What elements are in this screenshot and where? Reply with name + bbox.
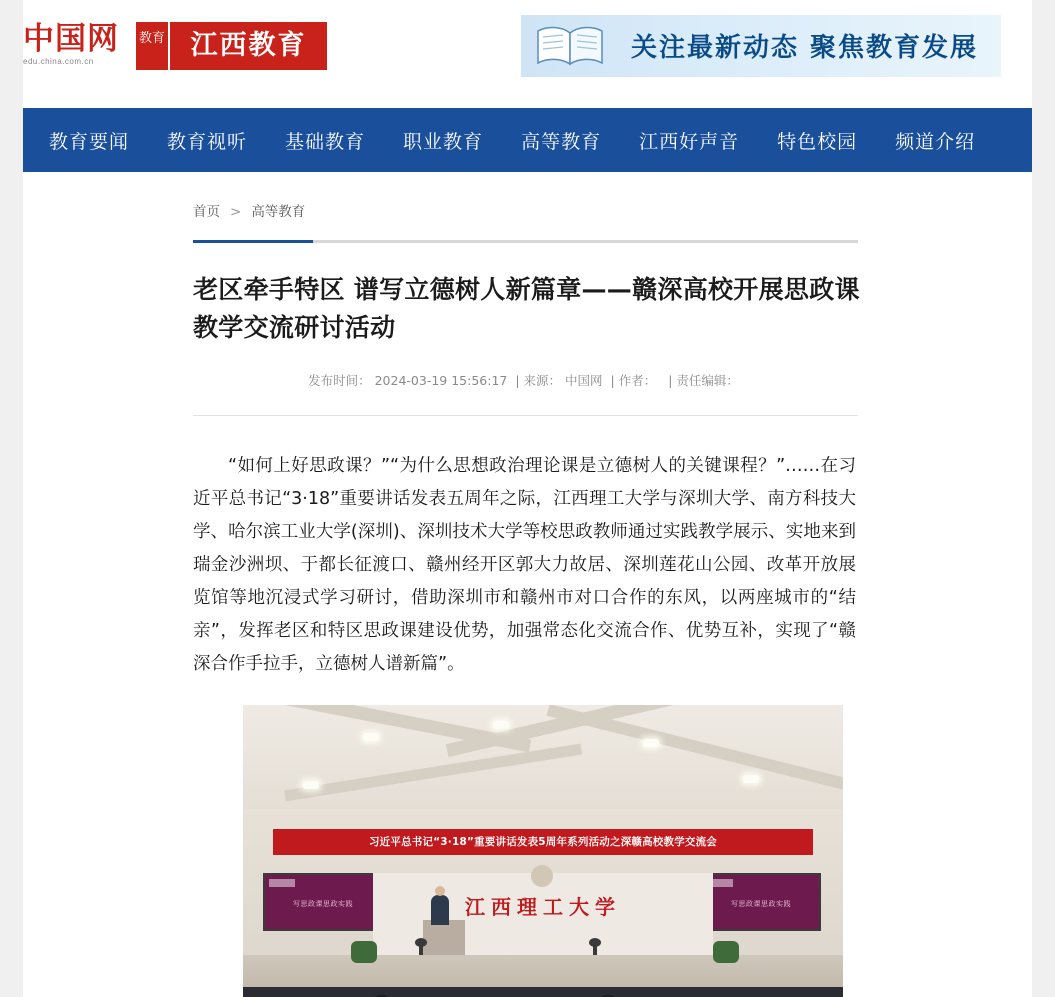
china-net-logo-text: 中国网: [23, 21, 119, 57]
page-sheet: [23, 0, 1032, 997]
photo-right-screen-text: 写思政课思政实践: [731, 901, 791, 908]
photo-stage-banner: 习近平总书记“3·18”重要讲话发表5周年系列活动之深赣高校教学交流会: [273, 829, 813, 855]
photo-ceiling-light: [303, 781, 319, 789]
photo-audience: [243, 987, 843, 997]
site-masthead: [23, 0, 1032, 108]
source-value: 中国网: [565, 373, 603, 388]
article-title: 老区牵手特区 谱写立德树人新篇章——赣深高校开展思政课教学交流研讨活动: [193, 275, 860, 342]
nav-item-jiangxihaoshengyin[interactable]: 江西好声音: [639, 130, 740, 153]
education-badge[interactable]: 教育: [136, 22, 168, 70]
photo-ceiling-light: [743, 775, 759, 783]
nav-item-gaodengjiaoyu[interactable]: 高等教育: [521, 130, 602, 153]
publish-time-label: 发布时间：: [308, 373, 371, 388]
article-figure: [243, 705, 843, 997]
open-book-icon: [533, 23, 607, 69]
section-divider: [193, 240, 858, 243]
china-net-logo-url: edu.china.com.cn: [23, 57, 94, 66]
photo-left-screen: [263, 873, 383, 931]
breadcrumb-current-link[interactable]: 高等教育: [251, 204, 306, 220]
china-net-logo[interactable]: [23, 22, 127, 70]
nav-item-jiaoyuyaowen[interactable]: 教育要闻: [49, 130, 130, 153]
photo-ceiling-light: [493, 721, 509, 729]
photo-ceiling-light: [643, 739, 659, 747]
breadcrumb-home-link[interactable]: 首页: [193, 204, 220, 220]
photo-speaker: [431, 895, 449, 925]
promo-banner-text: 关注最新动态 聚焦教育发展: [631, 33, 979, 63]
photo-university-name: 江西理工大学: [465, 895, 621, 919]
photo-plant: [713, 941, 739, 963]
editor-label: | 责任编辑：: [668, 373, 739, 388]
source-label: | 来源：: [515, 373, 562, 388]
publish-time-value: 2024-03-19 15:56:17: [374, 373, 508, 388]
breadcrumb-separator: >: [230, 204, 242, 220]
photo-left-screen-text: 写思政课思政实践: [293, 901, 353, 908]
article-meta: [193, 371, 858, 389]
content-area: [23, 172, 1032, 997]
nav-item-jiaoyushiting[interactable]: 教育视听: [167, 130, 248, 153]
nav-item-zhiyejiaoyu[interactable]: 职业教育: [403, 130, 484, 153]
nav-item-tesexiaoyuan[interactable]: 特色校园: [777, 130, 858, 153]
breadcrumb: [193, 172, 862, 220]
jiangxi-education-logo[interactable]: 江西教育: [170, 22, 327, 70]
photo-screen-badge: [269, 879, 295, 887]
photo-university-emblem: [531, 865, 553, 887]
article-body: [193, 450, 856, 681]
nav-item-pindaojieshao[interactable]: 频道介绍: [895, 130, 976, 153]
photo-ceiling-light: [363, 733, 379, 741]
photo-plant: [351, 941, 377, 963]
article-paragraph: “如何上好思政课？”“为什么思想政治理论课是立德树人的关键课程？”……在习近平总书记“3·18”重要讲话发表五周年之际，江西理工大学与深圳大学、南方科技大学、哈尔滨工业大学(深圳)、深圳技术大学等校思政教师通过实践教学展示、实地来到瑞金沙洲坝、于都长征渡口、赣州经开区郭大力故居、深圳莲花山公园、改革开放展览馆等地沉浸式学习研讨，借助深圳市和赣州市对口合作的东风，以两座城市的“结亲”，发挥老区和特区思政课建设优势，加强常态化交流合作、优势互补，实现了“赣深合作手拉手，立德树人谱新篇”。: [193, 456, 856, 674]
meta-rule: [193, 415, 858, 416]
photo-right-screen: [701, 873, 821, 931]
nav-item-jichujiaoyu[interactable]: 基础教育: [285, 130, 366, 153]
main-nav: [23, 108, 1032, 172]
article-photo: [243, 705, 843, 997]
promo-banner[interactable]: [521, 15, 1001, 77]
author-label: | 作者：: [610, 373, 657, 388]
